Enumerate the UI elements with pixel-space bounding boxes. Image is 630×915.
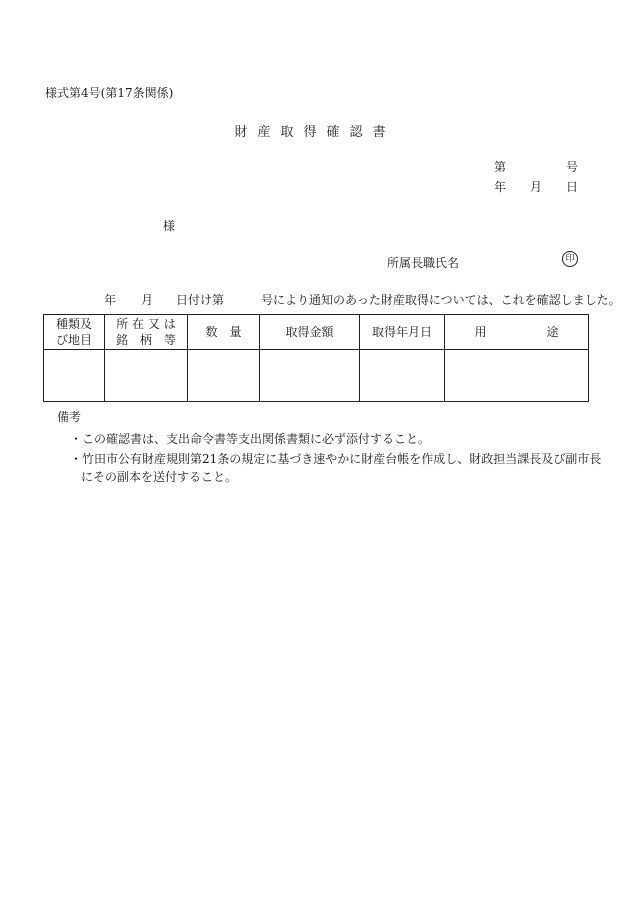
header-acquisition-date: 取得年月日 [360, 315, 445, 350]
body-year: 年 [104, 293, 117, 307]
body-month: 月 [141, 293, 154, 307]
remark-note-1: ・この確認書は、支出命令書等支出関係書類に必ず添付すること。 [70, 432, 431, 446]
form-number: 様式第4号(第17条関係) [45, 86, 174, 100]
confirmation-text [104, 291, 621, 308]
cell-acquisition-date[interactable] [360, 350, 445, 402]
body-number-part: 号により通知のあった財産取得については、これを確認しました。 [261, 293, 621, 307]
remark-note-2-continued: にその副本を送付すること。 [81, 470, 238, 484]
document-date-line [494, 178, 578, 195]
date-year: 年 [494, 180, 507, 194]
remarks-heading: 備考 [57, 410, 82, 424]
cell-purpose[interactable] [445, 350, 589, 402]
number-prefix: 第 [494, 160, 507, 174]
table-row [44, 350, 589, 402]
document-number-line [494, 158, 578, 175]
number-suffix: 号 [565, 160, 578, 174]
header-type: 種類及 び地目 [44, 315, 105, 350]
remark-note-2: ・竹田市公有財産規則第21条の規定に基づき速やかに財産台帳を作成し、財政担当課長及び副市長 [70, 452, 602, 466]
date-day: 日 [565, 180, 578, 194]
header-amount: 取得金額 [260, 315, 360, 350]
seal-mark: 印 [562, 251, 578, 267]
date-month: 月 [529, 180, 542, 194]
asset-table [43, 314, 589, 402]
header-purpose: 用 途 [445, 315, 589, 350]
header-location: 所 在 又 は 銘 柄 等 [105, 315, 188, 350]
cell-quantity[interactable] [188, 350, 260, 402]
header-quantity: 数 量 [188, 315, 260, 350]
issuer-label: 所属長職氏名 [387, 256, 460, 270]
cell-type[interactable] [44, 350, 105, 402]
cell-location[interactable] [105, 350, 188, 402]
document-title: 財産取得確認書 [234, 125, 396, 140]
cell-amount[interactable] [260, 350, 360, 402]
addressee-suffix: 様 [163, 219, 176, 233]
table-header-row [44, 315, 589, 350]
body-date-part: 日付け第 [176, 293, 225, 307]
